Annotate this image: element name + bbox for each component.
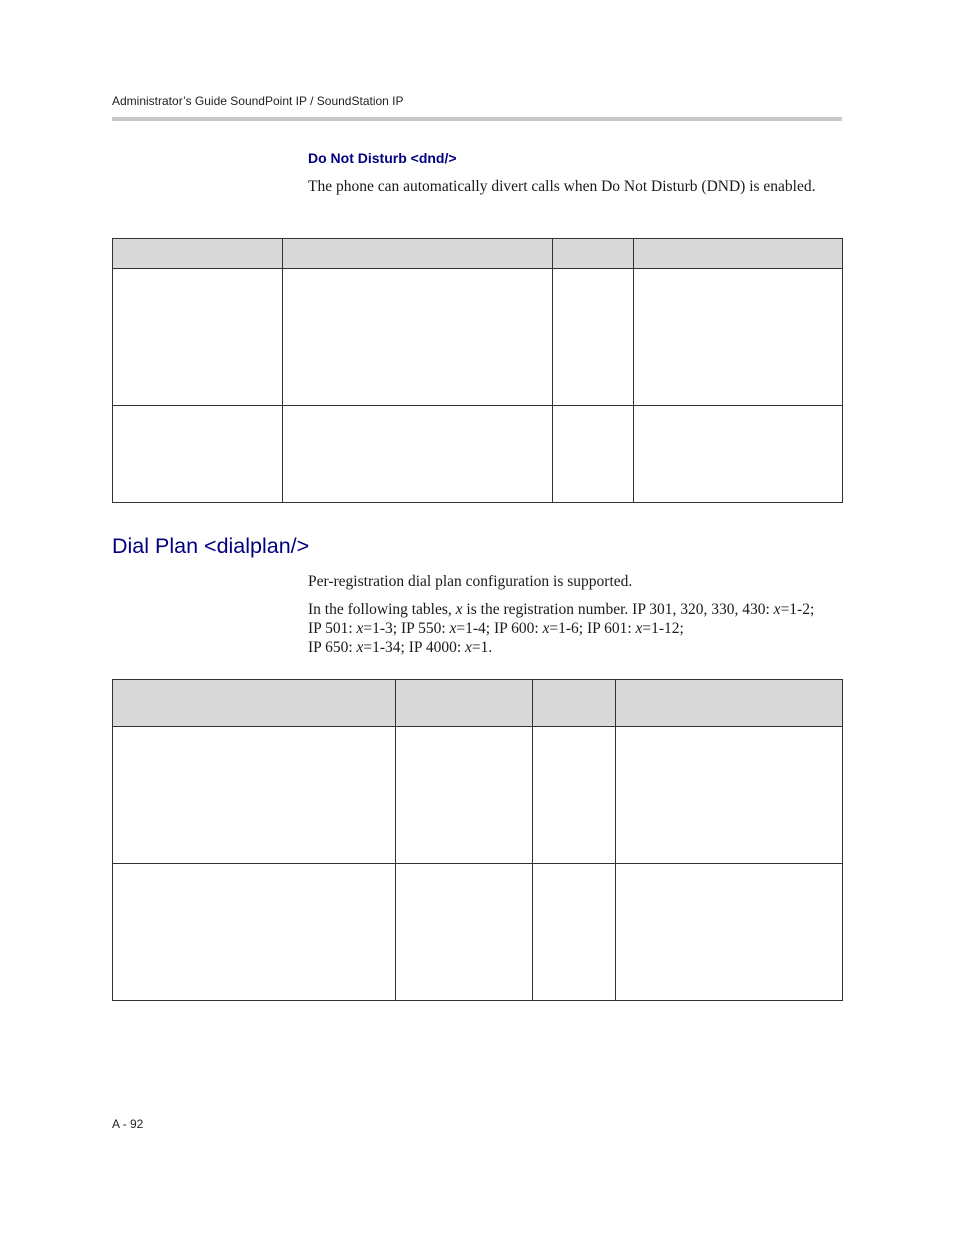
table-cell — [113, 727, 396, 864]
dnd-heading: Do Not Disturb <dnd/> — [308, 150, 457, 166]
table-cell — [283, 406, 553, 503]
header-cell — [616, 680, 843, 727]
table-cell — [283, 269, 553, 406]
running-header: Administrator’s Guide SoundPoint IP / SoundStation IP — [112, 94, 404, 108]
dialplan-attributes-table — [112, 679, 843, 1001]
table-cell — [616, 727, 843, 864]
table-cell — [634, 269, 843, 406]
dnd-attributes-table — [112, 238, 843, 503]
table-cell — [396, 727, 533, 864]
dialplan-heading: Dial Plan <dialplan/> — [112, 534, 310, 558]
table-cell — [616, 864, 843, 1001]
table-header-row — [113, 239, 843, 269]
table-row — [113, 727, 843, 864]
table-row — [113, 406, 843, 503]
dnd-description: The phone can automatically divert calls when Do Not Disturb (DND) is enabled. — [308, 178, 816, 195]
table-cell — [553, 406, 634, 503]
header-cell — [396, 680, 533, 727]
header-cell — [533, 680, 616, 727]
table-cell — [533, 864, 616, 1001]
header-cell — [113, 680, 396, 727]
header-cell — [113, 239, 283, 269]
dialplan-intro: Per-registration dial plan configuration is supported. — [308, 573, 633, 590]
table-cell — [113, 406, 283, 503]
table-header-row — [113, 680, 843, 727]
header-rule — [112, 117, 842, 121]
table-row — [113, 269, 843, 406]
dialplan-registration-note: In the following tables, x is the registration number. IP 301, 320, 330, 430: x=1-2; IP 501: x=1-3; IP 550: x=1-4; IP 600: x=1-6; IP 601: x=1-12; IP 650: x=1-34; IP 4000: x=1. — [308, 601, 815, 656]
table-cell — [553, 269, 634, 406]
table-row — [113, 864, 843, 1001]
header-cell — [553, 239, 634, 269]
header-cell — [283, 239, 553, 269]
table-cell — [396, 864, 533, 1001]
page-number: A - 92 — [112, 1117, 144, 1131]
table-cell — [634, 406, 843, 503]
table-cell — [533, 727, 616, 864]
header-cell — [634, 239, 843, 269]
table-cell — [113, 269, 283, 406]
table-cell — [113, 864, 396, 1001]
